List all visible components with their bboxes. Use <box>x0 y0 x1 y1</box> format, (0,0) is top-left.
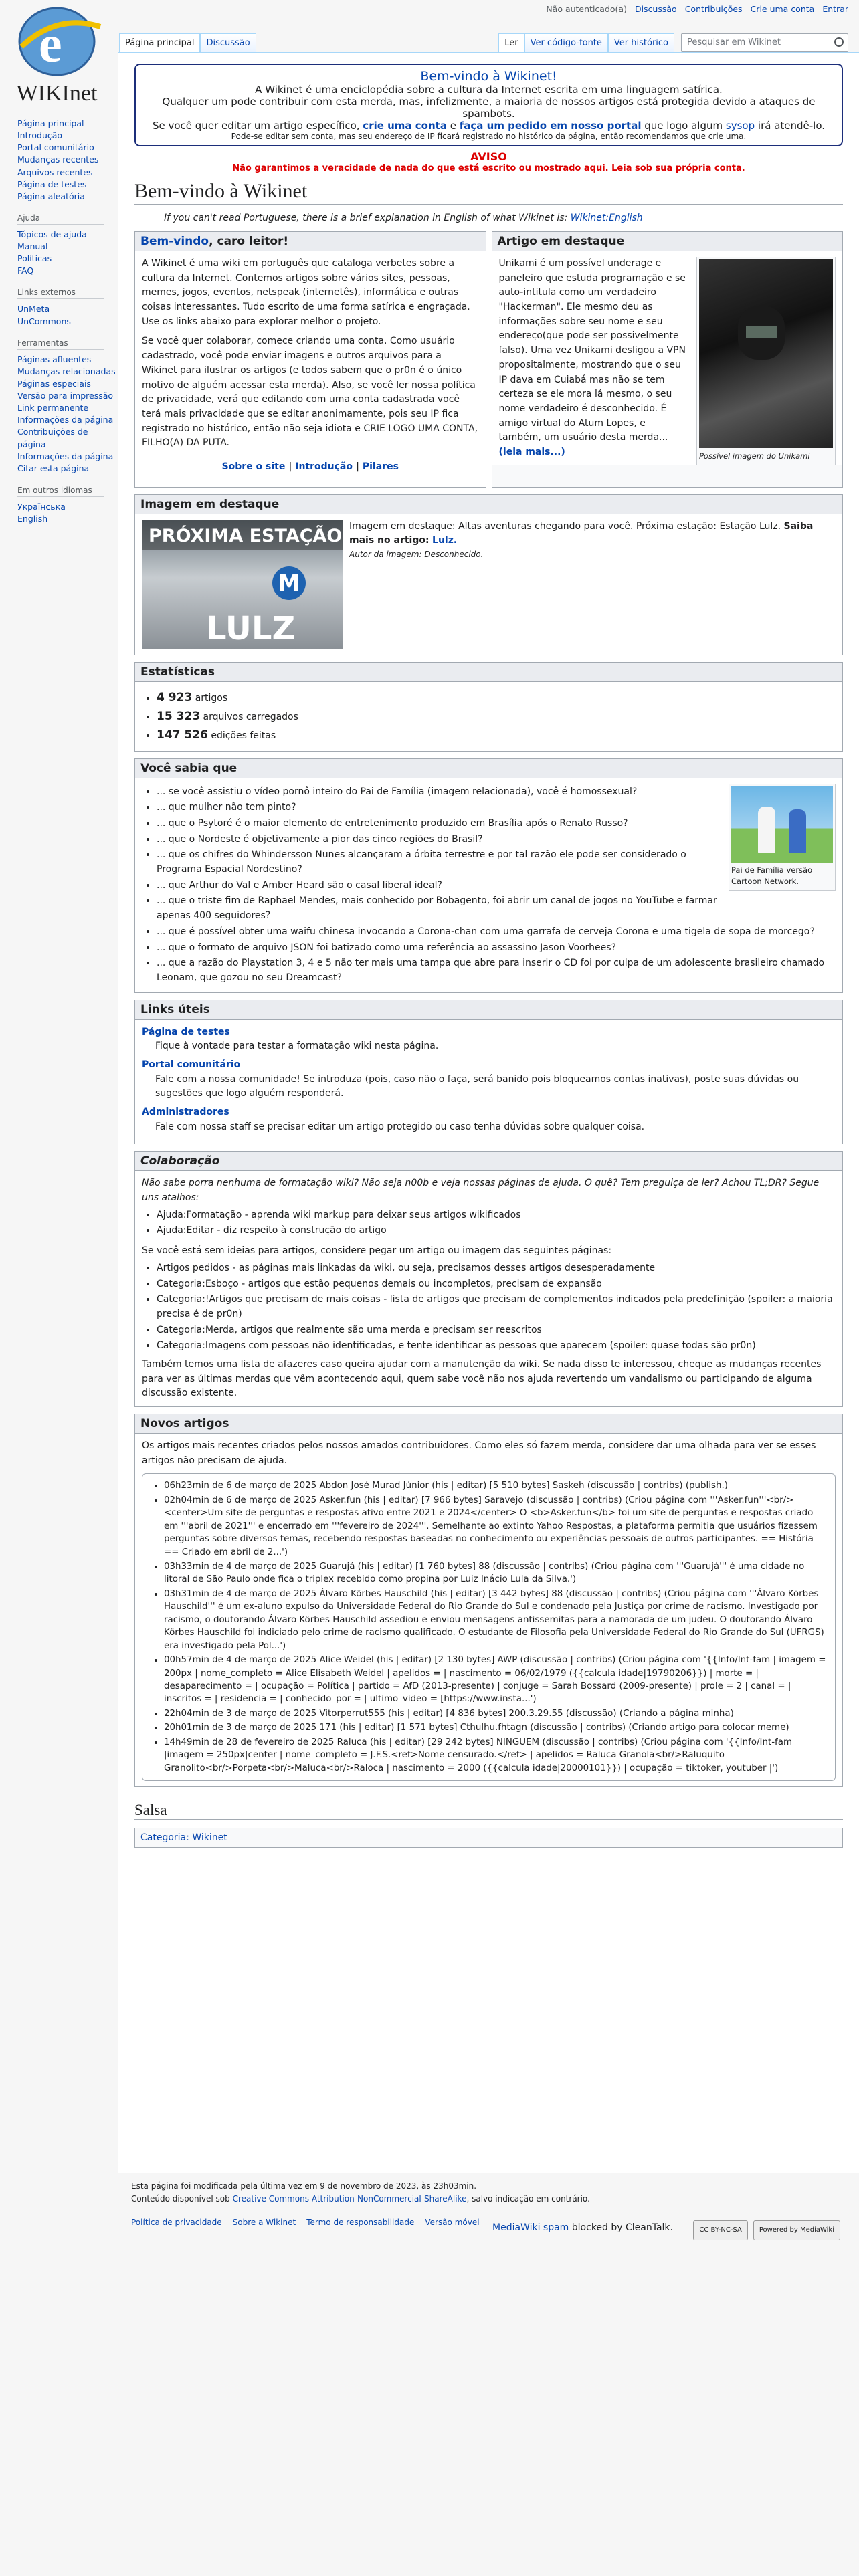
sidebar-item[interactable]: Contribuições de página <box>17 427 88 449</box>
useful-desc: Fale com nossa staff se precisar editar um artigo protegido ou caso tenha dúvidas sobre qualquer coisa. <box>155 1121 645 1132</box>
mobile-view-link[interactable]: Versão móvel <box>425 2218 480 2228</box>
dyk-item: • ... se você assistiu o vídeo pornô inteiro do Pai de Família (imagem relacionada), você é homossexual? <box>157 785 836 800</box>
dyk-item: • ... que o Psytoré é o maior elemento de entretenimento produzido em Brasília após o Renato Russo? <box>157 817 836 831</box>
useful-links-box: Links úteis Página de testes Fique à vontade para testar a formatação wiki nesta página. Portal comunitário Fale com a nossa comunidade! Se introduza (pois, caso não o faça, será banido pois bloqueamos contas inativas), poste suas dúvidas ou sugestões que logo alguém responderá. Administradores Fale com nossa staff se precisar editar um artigo protegido ou caso tenha dúvidas sobre qualquer coisa. <box>134 1000 843 1145</box>
create-account-notice-link[interactable]: crie uma conta <box>363 120 447 132</box>
tab-history[interactable]: Ver histórico <box>608 33 674 52</box>
idea-page[interactable]: • Categoria:Imagens com pessoas não identificadas, e tente identificar as pessoas que aparecem (spoiler: quase todas são pr0n) <box>157 1339 836 1354</box>
sidebar-item[interactable]: Páginas afluentes <box>17 354 92 364</box>
svg-text:e: e <box>39 15 62 73</box>
sidebar-item[interactable]: Manual <box>17 241 48 251</box>
sidebar-item[interactable]: Link permanente <box>17 403 89 413</box>
featured-caption: Possível imagem do Unikami <box>699 451 810 461</box>
category-links <box>134 1828 843 1848</box>
tab-discussion[interactable]: Discussão <box>200 33 256 52</box>
new-article-item[interactable]: • 02h04min de 6 de março de 2025 Asker.fun (his | editar) [7 966 bytes] Saravejo (discussão | contribs) (Criou página com '''Asker.fun'''<br/><center>Um site de perguntas e respostas ativo entre 2021 e 2024</center> O <b>Asker.fun</b> foi um site de perguntas e respostas criado em '''abril de 2021''' e encerrado em '''fevereiro de 2024'''. Semelhante ao extinto Yahoo Respostas, a plataforma permitia que usuários fizessem perguntas sobre diversos temas, recebendo respostas baseadas no conhecimento ou experiências pessoais de outros participantes. == História == Criado em abril de 2...') <box>164 1494 828 1559</box>
new-article-item[interactable]: • 06h23min de 6 de março de 2025 Abdon José Murad Júnior (his | editar) [5 510 bytes] Saskeh (discussão | contribs) (publish.) <box>164 1479 828 1492</box>
salsa-heading: Salsa <box>134 1802 843 1820</box>
sidebar-item[interactable]: Citar esta página <box>17 463 90 473</box>
sidebar-portal-title: Ajuda <box>17 213 104 225</box>
sidebar-item[interactable]: Arquivos recentes <box>17 167 93 177</box>
about-wikinet-link[interactable]: Sobre a Wikinet <box>232 2218 296 2228</box>
featured-image-box: Imagem em destaque PRÓXIMA ESTAÇÃO M LULZ Imagem em destaque: Altas aventuras chegando para você. Próxima estação: Estação Lulz. Saiba mais no artigo: Lulz. Autor da imagem: Desconhecido. <box>134 494 843 655</box>
dyk-item: • ... que o formato de arquivo JSON foi batizado como uma referência ao assassino Jason Voorhees? <box>157 941 836 956</box>
user-talk-link[interactable]: Discussão <box>634 4 677 14</box>
sidebar-portal <box>17 213 118 278</box>
create-account-link[interactable]: Crie uma conta <box>750 4 815 14</box>
site-notice: Bem-vindo à Wikinet! A Wikinet é uma enciclopédia sobre a cultura da Internet escrita em uma linguagem satírica. Qualquer um pode contribuir com esta merda, mas, infelizmente, a maioria de nossos artigos está protegida devido a ataques de spambots. Se você quer editar um artigo específico, crie uma conta e faça um pedido em nosso portal que logo algum sysop irá atendê-lo. Pode-se editar sem conta, mas seu endereço de IP ficará registrado no histórico da página, então recomendamos que crie uma. <box>134 64 843 146</box>
namespace-tabs <box>119 33 256 52</box>
stat-label: arquivos carregados <box>203 711 298 722</box>
idea-page[interactable]: • Categoria:!Artigos que precisam de mais coisas - lista de artigos que precisam de complementos indicados pela predefinição (spoiler: a maioria precisa é de pr0n) <box>157 1293 836 1321</box>
dyk-item: • ... que a razão do Playstation 3, 4 e 5 não ter mais uma tampa que abre para inserir o CD foi por culpa de um adolescente brasileiro chamado Leonam, que gozou no seu Dreamcast? <box>157 956 836 985</box>
disclaimer-link[interactable]: Termo de responsabilidade <box>306 2218 415 2228</box>
privacy-link[interactable]: Política de privacidade <box>131 2218 222 2228</box>
personal-tools <box>546 4 848 14</box>
sidebar <box>0 118 118 536</box>
sidebar-item[interactable]: Página de testes <box>17 179 87 189</box>
footer: Esta página foi modificada pela última vez em 9 de novembro de 2023, às 23h03min. Conteúdo disponível sob Creative Commons Attribution-NonCommercial-ShareAlike, salvo indicação em contrário. Política de privacidade Sobre a Wikinet Termo de responsabilidade Versão móvel MediaWiki spam blocked by CleanTalk. CC BY-NC-SA Powered by MediaWiki <box>131 2180 840 2230</box>
tab-view-source[interactable]: Ver código-fonte <box>524 33 608 52</box>
sidebar-item[interactable]: Portal comunitário <box>17 142 94 153</box>
cc-license-badge[interactable]: CC BY-NC-SA <box>693 2220 747 2240</box>
stat-label: artigos <box>195 692 228 704</box>
warning-notice: AVISO Não garantimos a veracidade de nada do que está escrito ou mostrado aqui. Leia sob sua própria conta. <box>232 150 745 173</box>
new-article-item[interactable]: • 14h49min de 28 de fevereiro de 2025 Raluca (his | editar) [29 242 bytes] NINGUEM (discussão | contribs) (Criou página com '{{Info/Int-fam |imagem = 250px|center | nome_completo = J.F.S.<ref>Nome censurado.</ref> | apelidos = Raluca Granola<br/>Raluquito Granolito<br/>Porpeta<br/>Maluca<br/>Raloca | nascimento = 2000 ({{calcula idade|20000101}}) | ocupação = tiktoker, youtuber |') <box>164 1736 828 1775</box>
help-shortcut[interactable]: • Ajuda:Editar - diz respeito à construção do artigo <box>157 1224 836 1239</box>
new-article-item[interactable]: • 00h57min de 4 de março de 2025 Alice Weidel (his | editar) [2 130 bytes] AWP (discussão | contribs) (Criou página com '{{Info/Int-fam | imagem = 200px | nome_completo = Alice Elisabeth Weidel | apelidos = | nascimento = 06/02/1979 ({{calcula idade|19790206}}) | morte = | desaparecimento = | ocupação = Política | partido = AfD (2013-presente) | conjuge = Sarah Bossard (2009-presente) | prole = 2 | canal = | inscritos = | residencia = | conhecido_por = | ultimo_video = [https://www.insta...') <box>164 1654 828 1706</box>
english-link[interactable]: Wikinet:English <box>570 213 643 223</box>
collaboration-box: Colaboração Não sabe porra nenhuma de formatação wiki? Não seja n00b e veja nossas páginas de ajuda. O quê? Tem preguiça de ler? Achou TL;DR? Segue uns atalhos: • Ajuda:Formatação - aprenda wiki markup para deixar seus artigos wikificados • Ajuda:Editar - diz respeito à construção do artigo Se você está sem ideias para artigos, considere pegar um artigo ou imagem das seguintes páginas: • Artigos pedidos - as páginas mais linkadas da wiki, ou seja, precisamos desses artigos desesperadamente • Categoria:Esboço - artigos que estão pequenos demais ou incompletos, precisam de expansão • Categoria:!Artigos que precisam de mais coisas - lista de artigos que precisam de complementos indicados pela predefinição (spoiler: a maioria precisa é de pr0n) • Categoria:Merda, artigos que realmente são uma merda e precisam ser reescritos • Categoria:Imagens com pessoas não identificadas, e tente identificar as pessoas que aparecem (spoiler: quase todas são pr0n) Também temos uma lista de afazeres caso queira ajudar com a manutenção da wiki. Se nada disso te interessou, cheque as mudanças recentes para ver as últimas merdas que vêm acontecendo aqui, quem sabe você não nos ajuda revertendo um vandalismo ou participando de alguma discussão existente. <box>134 1151 843 1407</box>
idea-page[interactable]: • Categoria:Esboço - artigos que estão pequenos demais ou incompletos, precisam de expansão <box>157 1277 836 1292</box>
sysop-link[interactable]: sysop <box>725 120 755 132</box>
sidebar-item[interactable]: Página aleatória <box>17 191 85 201</box>
dyk-item: • ... que é possível obter uma waifu chinesa invocando a Corona-chan com uma garrafa de cerveja Corona e uma tigela de sopa de morcego? <box>157 925 836 940</box>
sidebar-portal <box>17 288 118 327</box>
hatnote: If you can't read Portuguese, there is a brief explanation in English of what Wikinet is: Wikinet:English <box>164 213 643 223</box>
sidebar-item[interactable]: Mudanças recentes <box>17 154 99 165</box>
about-link[interactable]: Sobre o site <box>221 461 286 472</box>
stat-item <box>157 726 836 744</box>
not-logged-in: Não autenticado(a) <box>546 4 627 14</box>
dyk-image[interactable] <box>731 786 833 863</box>
sidebar-item[interactable]: Tópicos de ajuda <box>17 229 87 239</box>
sidebar-item[interactable]: Українська <box>17 501 66 512</box>
sidebar-portal <box>17 486 118 525</box>
useful-link[interactable]: Página de testes <box>142 1026 230 1037</box>
dyk-item: • ... que mulher não tem pinto? <box>157 800 836 815</box>
stat-label: edições feitas <box>211 730 276 742</box>
sidebar-item[interactable]: English <box>17 514 48 524</box>
idea-page[interactable]: • Categoria:Merda, artigos que realmente são uma merda e precisam ser reescritos <box>157 1323 836 1338</box>
new-articles-list <box>142 1473 836 1781</box>
sidebar-item[interactable]: Página principal <box>17 118 84 128</box>
stat-number: 15 323 <box>157 709 201 723</box>
tab-main-page[interactable]: Página principal <box>119 33 200 52</box>
welcome-box: Bem-vindo, caro leitor! A Wikinet é uma wiki em português que cataloga verbetes sobre a cultura da Internet. Contemos artigos sobre vários sites, pessoas, memes, jogos, eventos, netspeak (internetês), informática e outras coisas interessantes. Tudo escrito de uma forma satírica e engraçada. Use os links abaixo para explorar melhor o projeto. Se você quer colaborar, comece criando uma conta. Como usuário cadastrado, você pode enviar imagens e outros arquivos para a Wikinet para ilustrar os artigos (e todos sabem que o pr0n é o único motivo de alguém acessar esta merda). Also, se você ler nossa política de privacidade, verá que editando com uma conta cadastrada você terá mais privacidade que se editar anonimamente, pois seu IP fica registrado no histórico, então não seja idiota e CRIE LOGO UMA CONTA, FILHO(A) DA PUTA. Sobre o site | Introdução | Pilares <box>134 231 486 488</box>
dyk-item: • ... que o triste fim de Raphael Mendes, mais conhecido por Bobagento, foi abrir um canal de jogos no YouTube e farmar apenas 400 seguidores? <box>157 894 836 923</box>
pillars-link[interactable]: Pilares <box>362 461 399 472</box>
sidebar-item[interactable]: Introdução <box>17 130 63 141</box>
featured-article-image[interactable] <box>699 259 833 448</box>
idea-page[interactable]: • Artigos pedidos - as páginas mais linkadas da wiki, ou seja, precisamos desses artigos desesperadamente <box>157 1261 836 1276</box>
new-article-item[interactable]: • 20h01min de 3 de março de 2025 171 (his | editar) [1 571 bytes] Cthulhu.fhtagn (discussão | contribs) (Criando artigo para colocar meme) <box>164 1721 828 1734</box>
cleantalk-link[interactable]: MediaWiki spam <box>492 2222 569 2233</box>
featured-image[interactable]: PRÓXIMA ESTAÇÃO M LULZ <box>142 520 343 649</box>
useful-desc: Fale com a nossa comunidade! Se introduza (pois, caso não o faça, será banido pois bloqueamos contas inativas), poste suas dúvidas ou sugestões que logo alguém responderá. <box>155 1073 799 1099</box>
sidebar-portal <box>17 118 118 203</box>
license-link[interactable]: Creative Commons Attribution-NonCommercial-ShareAlike <box>232 2194 467 2204</box>
sidebar-portal-title: Links externos <box>17 288 104 299</box>
search-icon[interactable] <box>834 37 844 47</box>
category-label-link[interactable]: Categoria: <box>140 1832 189 1844</box>
sidebar-portal <box>17 338 118 475</box>
lulz-link[interactable]: Lulz. <box>432 535 458 546</box>
did-you-know-box: Você sabia que Pai de Família versão Cartoon Network. • ... se você assistiu o vídeo pornô inteiro do Pai de Família (imagem relacionada), você é homossexual? • ... que mulher não tem pinto? • ... que o Psytoré é o maior elemento de entretenimento produzido em Brasília após o Renato Russo? • ... que o Nordeste é objetivamente a pior das cinco regiões do Brasil? • ... que os chifres do Whindersson Nunes alcançaram a órbita terrestre e por tal razão ele pode ser considerado o Programa Espacial Nordestino? • ... que Arthur do Val e Amber Heard são o casal liberal ideal? • ... que o triste fim de Raphael Mendes, mais conhecido por Bobagento, foi abrir um canal de jogos no YouTube e farmar apenas 400 seguidores? • ... que é possível obter uma waifu chinesa invocando a Corona-chan com uma garrafa de cerveja Corona e uma tigela de sopa de morcego? • ... que o formato de arquivo JSON foi batizado como uma referência ao assassino Jason Voorhees? • ... que a razão do Playstation 3, 4 e 5 não ter mais uma tampa que abre para inserir o CD foi por culpa de um adolescente brasileiro chamado Leonam, que gozou no seu Dreamcast? <box>134 758 843 993</box>
logo-text: WIKInet <box>16 81 98 106</box>
stat-item <box>157 689 836 706</box>
contributions-link[interactable]: Contribuições <box>684 4 743 14</box>
new-article-item[interactable]: • 22h04min de 3 de março de 2025 Vitorperrut555 (his | editar) [4 836 bytes] 200.3.29.55 (discussão) (Criando a página minha) <box>164 1707 828 1720</box>
sidebar-item[interactable]: Informações da página <box>17 415 114 425</box>
useful-link[interactable]: Portal comunitário <box>142 1059 241 1070</box>
sidebar-item[interactable]: Mudanças relacionadas <box>17 366 116 377</box>
mediawiki-badge[interactable]: Powered by MediaWiki <box>753 2220 840 2240</box>
dyk-item: • ... que os chifres do Whindersson Nunes alcançaram a órbita terrestre e por tal razão ele pode ser considerado o Programa Espacial Nordestino? <box>157 848 836 877</box>
new-article-item[interactable]: • 03h33min de 4 de março de 2025 Guarujá (his | editar) [1 760 bytes] 88 (discussão | contribs) (Criou página com '''Guarujá''' é uma cidade no litoral de São Paulo onde fica o triplex recebido como propina por Luiz Inácio Lula da Silva.') <box>164 1560 828 1586</box>
help-shortcut[interactable]: • Ajuda:Formatação - aprenda wiki markup para deixar seus artigos wikificados <box>157 1208 836 1223</box>
new-article-item[interactable]: • 03h31min de 4 de março de 2025 Álvaro Körbes Hauschild (his | editar) [3 442 bytes] 88 (discussão | contribs) (Criou página com '''Álvaro Körbes Hauschild''' é um ex-aluno expulso da Universidade Federal do Rio Grande do Sul e condenado pela Justiça por crime de racismo. Investigado por racismo, o doutorando Álvaro Körbes Hauschild assediou e enviou mensagens antissemitas para a namorada de um judeu. O doutorando Álvaro Körbes Hauschild foi indiciado pelo crime de racismo qualificado. O estudante de Filosofia pela Universidade Federal do Rio Grande do Sul (UFRGS) era investigado pela Pol...') <box>164 1588 828 1652</box>
dyk-item: • ... que Arthur do Val e Amber Heard são o casal liberal ideal? <box>157 879 836 893</box>
read-more-link[interactable]: (leia mais...) <box>498 446 565 457</box>
statistics-box: Estatísticas • 4 923 artigos • 15 323 arquivos carregados • 147 526 edições feitas <box>134 662 843 752</box>
portal-request-link[interactable]: faça um pedido em nosso portal <box>459 120 642 132</box>
search-input[interactable]: Pesquisar em Wikinet <box>681 33 848 52</box>
sidebar-item[interactable]: FAQ <box>17 265 34 276</box>
main-content <box>118 52 859 2173</box>
category-wikinet-link[interactable]: Wikinet <box>192 1832 227 1844</box>
sidebar-item[interactable]: Políticas <box>17 253 52 264</box>
sidebar-portal-title: Em outros idiomas <box>17 486 104 497</box>
tab-read[interactable]: Ler <box>498 33 524 52</box>
sidebar-portal-title: Ferramentas <box>17 338 104 350</box>
dyk-item: • ... que o Nordeste é objetivamente a pior das cinco regiões do Brasil? <box>157 833 836 847</box>
sidebar-item[interactable]: UnMeta <box>17 304 50 314</box>
notice-title: Bem-vindo à Wikinet! <box>420 69 557 84</box>
sidebar-item[interactable]: Páginas especiais <box>17 378 91 389</box>
stat-item <box>157 708 836 725</box>
useful-desc: Fique à vontade para testar a formatação wiki nesta página. <box>155 1041 439 1052</box>
stat-number: 147 526 <box>157 728 208 742</box>
sidebar-item[interactable]: Versão para impressão <box>17 391 114 401</box>
view-tabs <box>498 33 848 52</box>
intro-link[interactable]: Introdução <box>295 461 353 472</box>
sidebar-item[interactable]: Informações da página <box>17 451 114 461</box>
new-articles-box: Novos artigos Os artigos mais recentes criados pelos nossos amados contribuidores. Como eles só fazem merda, considere dar uma olhada para ver se esses artigos não precisam de ajuda. • 06h23min de 6 de março de 2025 Abdon José Murad Júnior (his | editar) [5 510 bytes] Saskeh (discussão | contribs) (publish.) • 02h04min de 6 de março de 2025 Asker.fun (his | editar) [7 966 bytes] Saravejo (discussão | contribs) (Criou página com '''Asker.fun'''<br/><center>Um site de perguntas e respostas ativo entre 2021 e 2024</center> O <b>Asker.fun</b> foi um site de perguntas e respostas criado em '''abril de 2021''' e encerrado em '''fevereiro de 2024'''. Semelhante ao extinto Yahoo Respostas, a plataforma permitia que usuários fizessem perguntas sobre diversos temas, recebendo respostas baseadas no conhecimento ou experiências pessoais de outros participantes. == História == Criado em abril de 2...') • 03h33min de 4 de março de 2025 Guarujá (his | editar) [1 760 bytes] 88 (discussão | contribs) (Criou página com '''Guarujá''' é uma cidade no litoral de São Paulo onde fica o triplex recebido como propina por Luiz Inácio Lula da Silva.') • 03h31min de 4 de março de 2025 Álvaro Körbes Hauschild (his | editar) [3 442 bytes] 88 (discussão | contribs) (Criou página com '''Álvaro Körbes Hauschild''' é um ex-aluno expulso da Universidade Federal do Rio Grande do Sul e condenado pela Justiça por crime de racismo. Investigado por racismo, o doutorando Álvaro Körbes Hauschild assediou e enviou mensagens antissemitas para a namorada de um judeu. O doutorando Álvaro Körbes Hauschild foi indiciado pelo crime de racismo qualificado. O estudante de Filosofia pela Universidade Federal do Rio Grande do Sul (UFRGS) era investigado pela Pol...') • 00h57min de 4 de março de 2025 Alice Weidel (his | editar) [2 130 bytes] AWP (discussão | contribs) (Criou página com '{{Info/Int-fam | imagem = 200px | nome_completo = Alice Elisabeth Weidel | apelidos = | nascimento = 06/02/1979 ({{calcula idade|19790206}}) | morte = | desaparecimento = | ocupação = Política | partido = AfD (2013-presente) | conjuge = Sarah Bossard (2009-presente) | prole = 2 | canal = | inscritos = | residencia = | conhecido_por = | ultimo_video = [https://www.insta...') • 22h04min de 3 de março de 2025 Vitorperrut555 (his | editar) [4 836 bytes] 200.3.29.55 (discussão) (Criando a página minha) • 20h01min de 3 de março de 2025 171 (his | editar) [1 571 bytes] Cthulhu.fhtagn (discussão | contribs) (Criando artigo para colocar meme) • 14h49min de 28 de fevereiro de 2025 Raluca (his | editar) [29 242 bytes] NINGUEM (discussão | contribs) (Criou página com '{{Info/Int-fam |imagem = 250px|center | nome_completo = J.F.S.<ref>Nome censurado.</ref> | apelidos = Raluca Granola<br/>Raluquito Granolito<br/>Porpeta<br/>Maluca<br/>Raloca | nascimento = 2000 ({{calcula idade|20000101}}) | ocupação = tiktoker, youtuber |') <box>134 1414 843 1787</box>
stat-number: 4 923 <box>157 690 193 704</box>
useful-link[interactable]: Administradores <box>142 1107 229 1118</box>
featured-article-box: Artigo em destaque Possível imagem do Unikami Unikami é um possível underage e paneleiro que estuda programação e se auto-intitula como um verdadeiro "Hackerman". Ele mesmo deu as informações sobre seu nome e seu endereço(que pode ser possivelmente falso). Uma vez Unikami desligou a VPN propositalmente, mostrando que o seu IP dava em Cuiabá mas não se tem certeza se ele mora lá mesmo, o seu nome verdadeiro é desconhecido. É amigo virtual do Atum Lopes, e também, um usuário desta merda... (leia mais...) <box>492 231 844 488</box>
page-title: Bem-vindo à Wikinet <box>134 180 843 205</box>
sidebar-item[interactable]: UnCommons <box>17 316 71 326</box>
site-logo[interactable] <box>7 0 107 107</box>
login-link[interactable]: Entrar <box>822 4 848 14</box>
